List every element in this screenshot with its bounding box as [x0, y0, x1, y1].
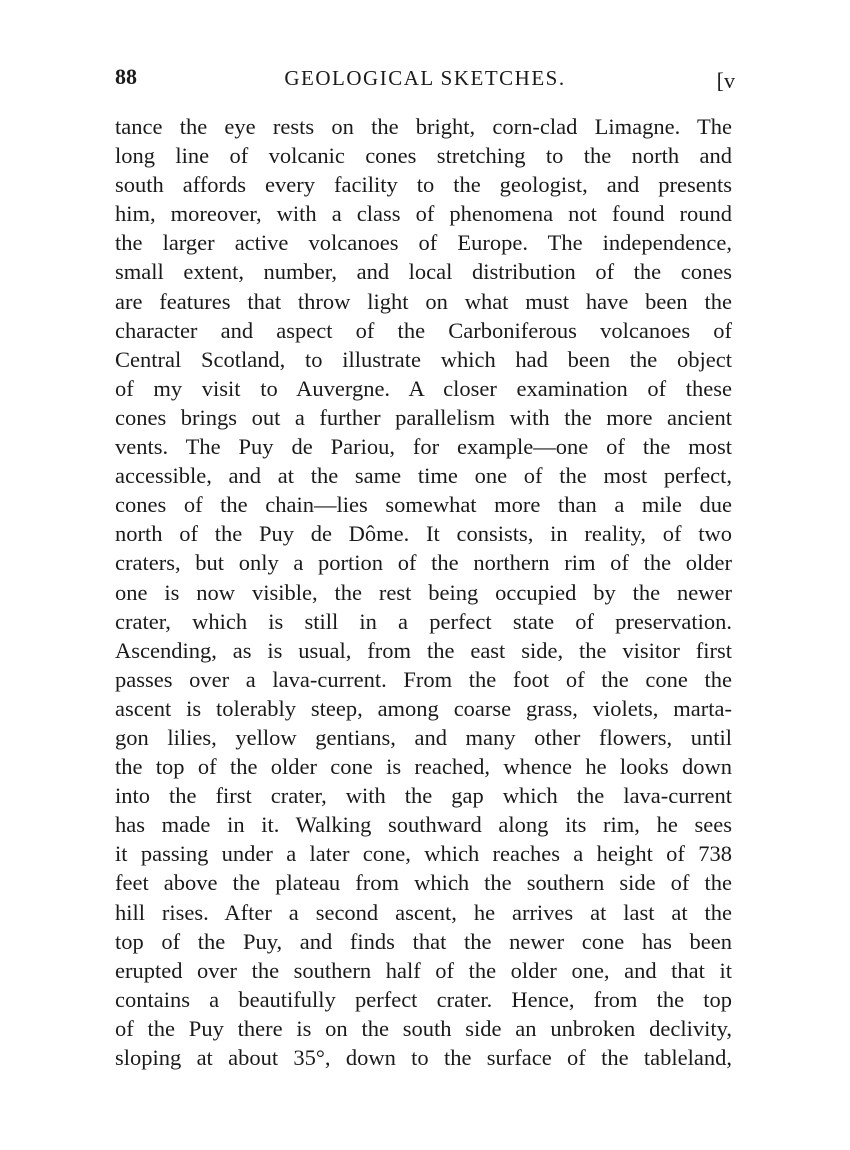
text-line: long line of volcanic cones stretching to the north and — [115, 143, 732, 169]
text-line: gon lilies, yellow gentians, and many other flowers, until — [115, 724, 732, 750]
text-line: craters, but only a portion of the northern rim of the older — [115, 550, 732, 576]
text-line: of my visit to Auvergne. A closer examination of these — [115, 375, 732, 401]
text-line: feet above the plateau from which the southern side of the — [115, 870, 732, 896]
text-line: cones brings out a further parallelism with the more ancient — [115, 404, 732, 430]
text-line: small extent, number, and local distribution of the cones — [115, 259, 732, 285]
text-line: sloping at about 35°, down to the surface of the tableland, — [115, 1045, 732, 1070]
text-line: the larger active volcanoes of Europe. The independence, — [115, 230, 732, 256]
text-line: it passing under a later cone, which reaches a height of 738 — [115, 841, 732, 867]
text-line: top of the Puy, and finds that the newer cone has been — [115, 928, 732, 954]
text-line: contains a beautifully perfect crater. Hence, from the top — [115, 986, 732, 1012]
text-line: hill rises. After a second ascent, he arrives at last at the — [115, 899, 732, 925]
text-line: into the first crater, with the gap which the lava-current — [115, 783, 732, 809]
text-line: accessible, and at the same time one of the most perfect, — [115, 463, 732, 489]
text-line: Central Scotland, to illustrate which had been the object — [115, 346, 732, 372]
text-line: erupted over the southern half of the older one, and that it — [115, 957, 732, 983]
text-line: south affords every facility to the geologist, and presents — [115, 172, 732, 198]
body-text — [115, 112, 732, 1072]
running-title: GEOLOGICAL SKETCHES. — [284, 66, 566, 90]
chapter-marker: [v — [716, 68, 735, 93]
page-header — [115, 64, 735, 98]
text-line: tance the eye rests on the bright, corn-clad Limagne. The — [115, 114, 732, 139]
text-line: Ascending, as is usual, from the east side, the visitor first — [115, 637, 732, 663]
text-line: cones of the chain—lies somewhat more than a mile due — [115, 492, 732, 518]
text-line: the top of the older cone is reached, whence he looks down — [115, 754, 732, 780]
text-line: him, moreover, with a class of phenomena not found round — [115, 201, 732, 227]
text-line: of the Puy there is on the south side an unbroken declivity, — [115, 1015, 732, 1041]
text-line: has made in it. Walking southward along its rim, he sees — [115, 812, 732, 838]
text-line: vents. The Puy de Pariou, for example—one of the most — [115, 434, 732, 460]
text-line: character and aspect of the Carboniferous volcanoes of — [115, 317, 732, 343]
text-line: crater, which is still in a perfect state of preservation. — [115, 608, 732, 634]
text-line: are features that throw light on what must have been the — [115, 288, 732, 314]
text-line: passes over a lava-current. From the foot of the cone the — [115, 666, 732, 692]
text-line: ascent is tolerably steep, among coarse grass, violets, marta- — [115, 695, 732, 721]
text-line: one is now visible, the rest being occupied by the newer — [115, 579, 732, 605]
text-line: north of the Puy de Dôme. It consists, in reality, of two — [115, 521, 732, 547]
page-number: 88 — [115, 64, 137, 89]
